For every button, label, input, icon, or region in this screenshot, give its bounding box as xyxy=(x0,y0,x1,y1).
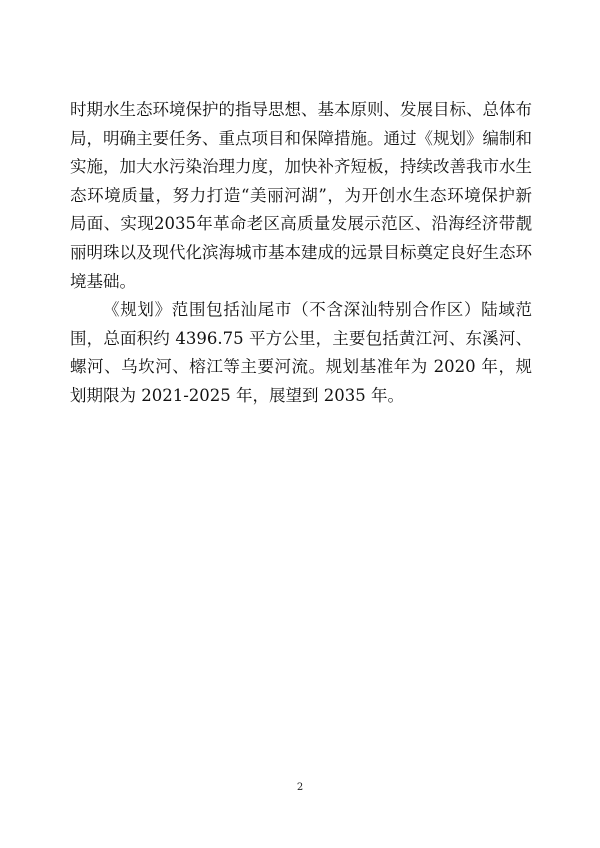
document-body xyxy=(70,96,532,411)
paragraph-continuation: 时期水生态环境保护的指导思想、基本原则、发展目标、总体布局，明确主要任务、重点项目和保障措施。通过《规划》编制和实施，加大水污染治理力度，加快补齐短板，持续改善我市水生态环境质量，努力打造“美丽河湖”，为开创水生态环境保护新局面、实现2035年革命老区高质量发展示范区、沿海经济带靓丽明珠以及现代化滨海城市基本建成的远景目标奠定良好生态环境基础。 xyxy=(70,100,532,291)
page-number: 2 xyxy=(296,782,304,793)
paragraph-planning-scope: 《规划》范围包括汕尾市（不含深汕特别合作区）陆域范围，总面积约 4396.75 平方公里，主要包括黄江河、东溪河、螺河、乌坎河、榕江等主要河流。规划基准年为 2020 年，规划期限为 2021-2025 年，展望到 2035 年。 xyxy=(70,300,532,405)
